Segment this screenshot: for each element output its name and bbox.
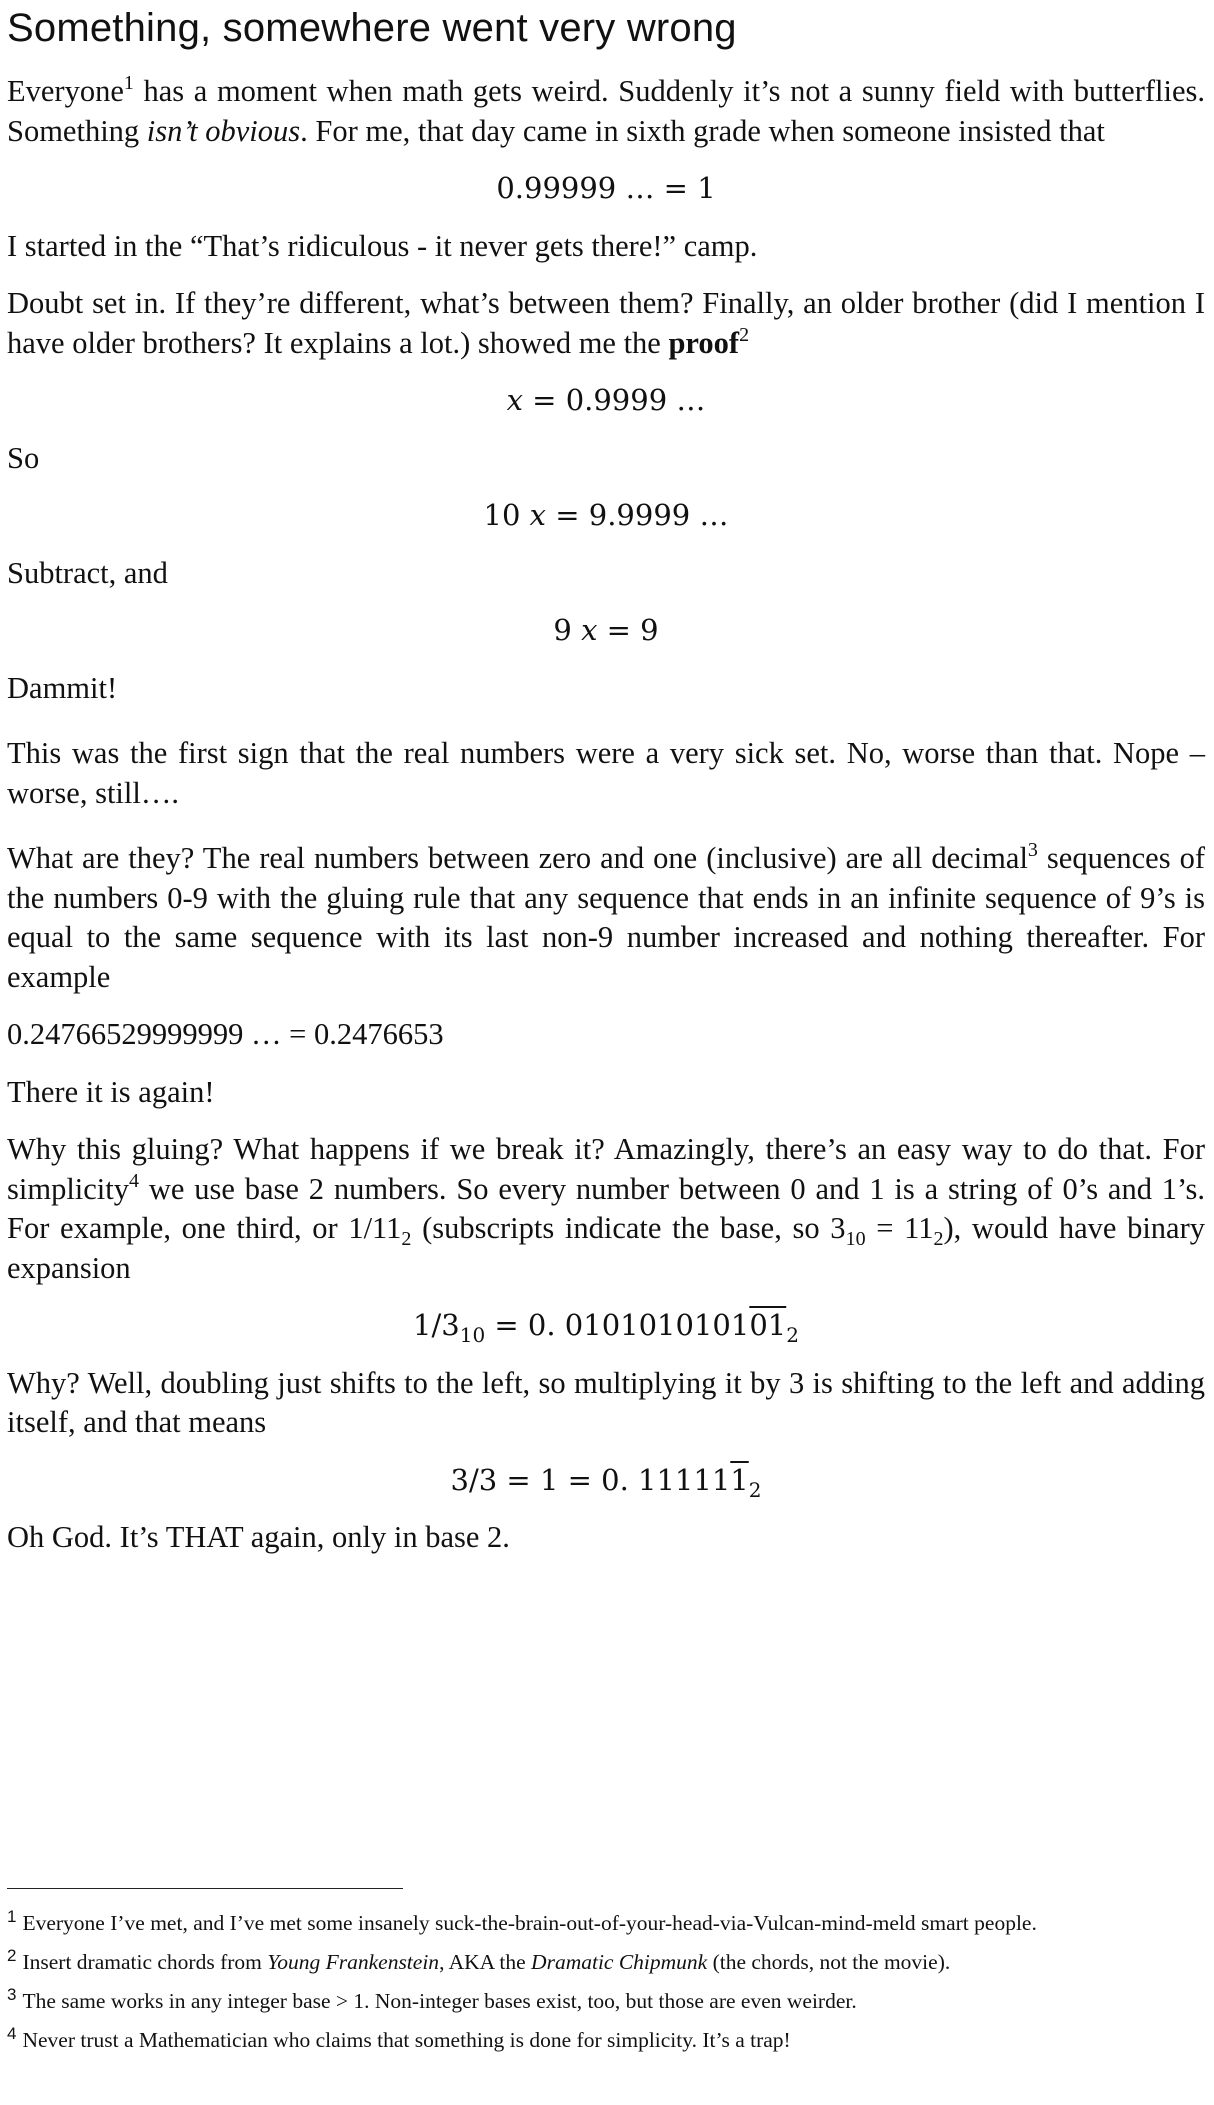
paragraph-dammit: Dammit! — [7, 670, 118, 705]
paragraph-subtract: Subtract, and — [7, 555, 168, 590]
page-title: Something, somewhere went very wrong — [7, 6, 737, 50]
paragraph-again: There it is again! — [7, 1074, 215, 1109]
paragraph-gluing: Why this gluing? What happens if we break it? Amazingly, there’s an easy way to do that. For simplicity$^4$ we use base 2 numbers. So every number between 0 and 1 is a string of 0’s and 1’s. For example, one third, or $1/11_2$ (subscripts indicate the base, so $3_{10} = 11_2$), would have binary expansion — [7, 1132, 1205, 1285]
footnotes-section — [7, 1908, 1205, 2056]
paragraph-doubt: Doubt set in. If they’re different, what’s between them? Finally, an older brother (did I mention I have older brothers? It explains a lot.) showed me the proof$^2$ — [7, 286, 1205, 360]
paragraph-camp: I started in the “That’s ridiculous - it never gets there!” camp. — [7, 228, 758, 263]
footnote-ref-1[interactable]: 1 — [123, 72, 134, 94]
equation-5: $1/3_{10} = 0$. $010101010101_2$ — [413, 1308, 799, 1347]
document-body — [7, 0, 1205, 1558]
equation-4: 9 x = 9 — [553, 613, 659, 647]
footnote-ref-4[interactable]: 4 — [129, 1169, 139, 1192]
paragraph-so: So — [7, 440, 40, 475]
footnote-1: $^1$ Everyone I’ve met, and I’ve met some insanely suck-the-brain-out-of-your-head-via-Vulcan-mind-meld smart people. — [7, 1907, 1037, 1935]
equation-1: 0.99999 … = 1 — [496, 171, 716, 205]
footnote-ref-3[interactable]: 3 — [1027, 839, 1038, 861]
footnote-4: $^4$ Never trust a Mathematician who claims that something is done for simplicity. It’s a trap! — [7, 2024, 791, 2052]
paragraph-intro: Everyone$^1$ has a moment when math gets weird. Suddenly it’s not a sunny field with butterflies. Something isn’t obvious. For me, that day came in sixth grade when someone insisted that — [7, 72, 1205, 148]
equation-6: 3/3 = 1 = 0. $111111_2$ — [450, 1462, 762, 1502]
paragraph-oh-god: Oh God. It’s THAT again, only in base 2. — [7, 1520, 510, 1554]
paragraph-what-are-they: What are they? The real numbers between zero and one (inclusive) are all decimal$^3$ sequences of the numbers 0-9 with the gluing rule that any sequence that ends in an infinite sequence of 9’s is equal to the same sequence with its last non-9 number increased and nothing thereafter. For example — [7, 839, 1205, 994]
paragraph-why-doubling: Why? Well, doubling just shifts to the left, so multiplying it by 3 is shifting to the left and adding itself, and that means — [7, 1365, 1205, 1439]
footnote-3: $^3$ The same works in any integer base > 1. Non-integer bases exist, too, but those are even weirder. — [7, 1985, 857, 2013]
equation-2: x = 0.9999 … — [506, 383, 706, 417]
footnote-ref-2[interactable]: 2 — [739, 323, 750, 346]
equation-3: 10 x = 9.9999 … — [483, 498, 729, 532]
footnote-2: $^2$ Insert dramatic chords from Young Frankenstein, AKA the Dramatic Chipmunk (the chords, not the movie). — [7, 1946, 951, 1974]
paragraph-sick-set: This was the first sign that the real numbers were a very sick set. No, worse than that. Nope – worse, still…. — [7, 736, 1205, 810]
paragraph-example-number: 0.24766529999999 … = 0.2476653 — [7, 1017, 444, 1051]
footnote-divider — [7, 1888, 403, 1889]
